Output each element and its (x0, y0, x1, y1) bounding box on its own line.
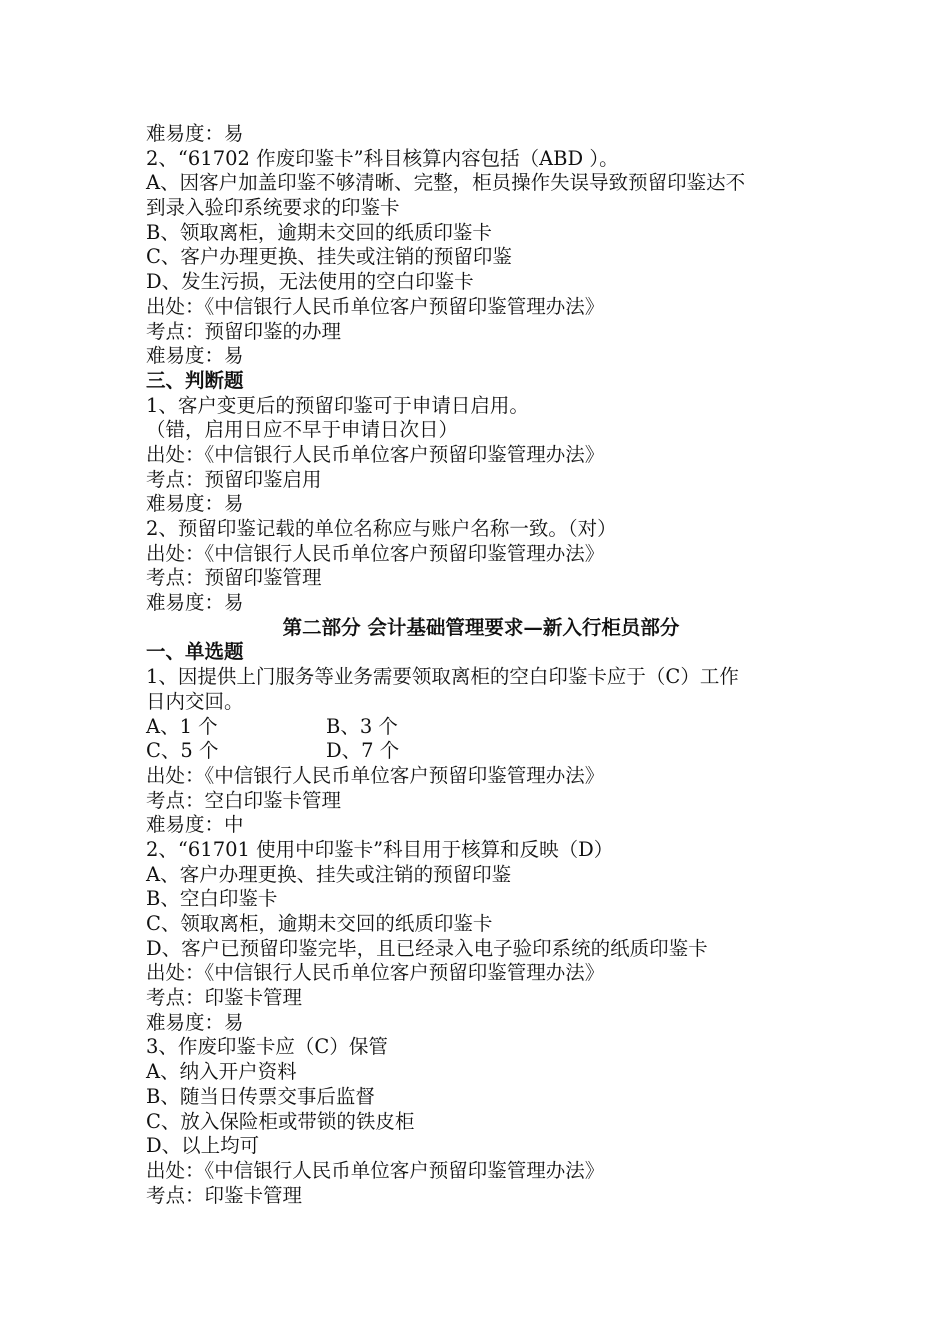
section-heading: 三、判断题 (146, 368, 244, 392)
option-a: A、1 个 (146, 714, 218, 738)
option-c: C、5 个 (146, 739, 219, 763)
question-line: 2、“61701 使用中印鉴卡”科目用于核算和反映（D） (146, 837, 614, 861)
option-line: A、因客户加盖印鉴不够清晰、完整，柜员操作失误导致预留印鉴达不 (146, 171, 746, 195)
keypoint-line: 考点：预留印鉴启用 (146, 467, 322, 491)
question-line-continued: 日内交回。 (146, 689, 244, 713)
question-line: 1、客户变更后的预留印鉴可于申请日启用。 (146, 393, 529, 417)
option-b: B、3 个 (326, 714, 398, 738)
part-title: 第二部分 会计基础管理要求—新入行柜员部分 (282, 615, 680, 639)
option-row (146, 739, 816, 764)
difficulty-line: 难易度：易 (146, 492, 244, 516)
difficulty-line: 难易度：易 (146, 122, 244, 145)
option-row (146, 715, 816, 740)
question-line: 3、作废印鉴卡应（C）保管 (146, 1035, 388, 1059)
source-line: 出处：《中信银行人民币单位客户预留印鉴管理办法》 (146, 442, 605, 466)
option-line: C、领取离柜，逾期未交回的纸质印鉴卡 (146, 912, 493, 935)
option-line: C、放入保险柜或带锁的铁皮柜 (146, 1109, 415, 1133)
option-line: C、客户办理更换、挂失或注销的预留印鉴 (146, 245, 512, 269)
question-line: 2、预留印鉴记载的单位名称应与账户名称一致。（对） (146, 517, 617, 540)
keypoint-line: 考点：预留印鉴管理 (146, 566, 322, 590)
difficulty-line: 难易度：易 (146, 344, 244, 368)
document-body (146, 122, 816, 1208)
question-line: 1、因提供上门服务等业务需要领取离柜的空白印鉴卡应于（C）工作 (146, 665, 739, 689)
keypoint-line: 考点：印鉴卡管理 (146, 1183, 303, 1207)
source-line: 出处：《中信银行人民币单位客户预留印鉴管理办法》 (146, 763, 605, 787)
keypoint-line: 考点：预留印鉴的办理 (146, 319, 342, 343)
source-line: 出处：《中信银行人民币单位客户预留印鉴管理办法》 (146, 294, 605, 318)
option-line-continued: 到录入验印系统要求的印鉴卡 (146, 196, 400, 220)
option-line: B、领取离柜，逾期未交回的纸质印鉴卡 (146, 220, 492, 244)
keypoint-line: 考点：印鉴卡管理 (146, 986, 303, 1010)
source-line: 出处：《中信银行人民币单位客户预留印鉴管理办法》 (146, 541, 605, 565)
section-heading: 一、单选题 (146, 640, 244, 664)
difficulty-line: 难易度：易 (146, 1010, 244, 1034)
source-line: 出处：《中信银行人民币单位客户预留印鉴管理办法》 (146, 961, 605, 985)
option-line: B、空白印鉴卡 (146, 887, 278, 911)
difficulty-line: 难易度：易 (146, 591, 244, 615)
option-line: A、纳入开户资料 (146, 1060, 297, 1084)
answer-line: （错，启用日应不早于申请日次日） (146, 418, 459, 442)
source-line: 出处：《中信银行人民币单位客户预留印鉴管理办法》 (146, 1158, 605, 1182)
option-line: D、发生污损，无法使用的空白印鉴卡 (146, 270, 474, 294)
question-line: 2、“61702 作废印鉴卡”科目核算内容包括（ABD ）。 (146, 146, 619, 170)
option-d: D、7 个 (326, 739, 400, 763)
difficulty-line: 难易度：中 (146, 813, 244, 837)
option-line: D、客户已预留印鉴完毕，且已经录入电子验印系统的纸质印鉴卡 (146, 936, 708, 960)
option-line: D、以上均可 (146, 1134, 260, 1158)
option-line: B、随当日传票交事后监督 (146, 1084, 375, 1108)
option-line: A、客户办理更换、挂失或注销的预留印鉴 (146, 862, 512, 886)
keypoint-line: 考点：空白印鉴卡管理 (146, 788, 342, 812)
